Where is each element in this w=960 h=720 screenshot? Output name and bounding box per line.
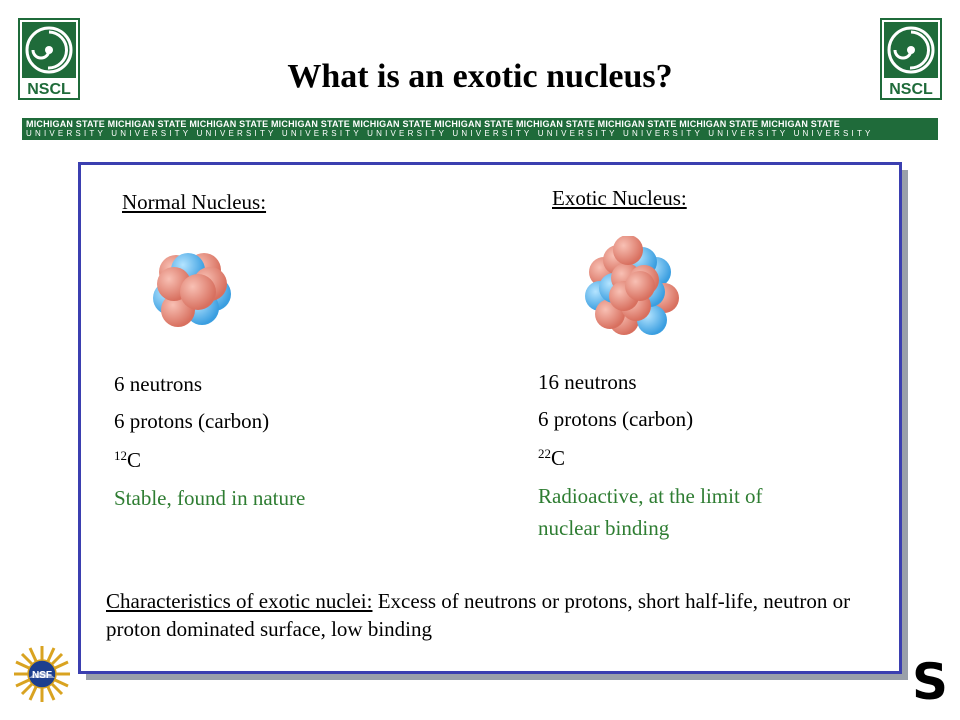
normal-isotope-mass: 12	[114, 448, 127, 463]
normal-neutrons: 6 neutrons	[114, 372, 203, 396]
characteristics-label: Characteristics of exotic nuclei:	[106, 589, 373, 613]
exotic-nucleus-icon	[580, 236, 690, 340]
characteristics-text: Excess of neutrons or protons, short half-life, neutron or proton dominated surface, low binding	[106, 589, 851, 641]
exotic-isotope	[538, 446, 565, 471]
normal-nucleus-heading: Normal Nucleus:	[122, 190, 267, 214]
characteristics-paragraph	[106, 587, 866, 643]
normal-note: Stable, found in nature	[114, 486, 306, 510]
msu-s-logo	[908, 654, 952, 704]
exotic-protons: 6 protons (carbon)	[538, 407, 694, 431]
nsf-logo-text: NSF	[32, 670, 52, 681]
nscl-logo-text: NSCL	[889, 81, 933, 98]
normal-isotope-symbol: C	[127, 448, 142, 472]
exotic-note-line1: Radioactive, at the limit of	[538, 484, 763, 508]
exotic-neutrons: 16 neutrons	[538, 370, 637, 394]
page-title: What is an exotic nucleus?	[287, 58, 673, 95]
exotic-isotope-symbol: C	[551, 446, 566, 470]
exotic-isotope-mass: 22	[538, 446, 551, 461]
normal-isotope	[114, 448, 141, 473]
banner-bottom-text: UNIVERSITY UNIVERSITY UNIVERSITY UNIVERSITY UNIVERSITY UNIVERSITY UNIVERSITY UNIVERSITY UNIVERSITY UNIVERSITY	[26, 129, 874, 138]
nsf-logo	[12, 644, 72, 704]
msu-banner	[22, 118, 938, 140]
normal-nucleus-icon	[148, 250, 238, 330]
nscl-logo-text: NSCL	[27, 81, 71, 98]
banner-top-text: MICHIGAN STATE MICHIGAN STATE MICHIGAN STATE MICHIGAN STATE MICHIGAN STATE MICHIGAN STATE MICHIGAN STATE MICHIGAN STATE MICHIGAN STATE MICHIGAN STATE	[26, 119, 840, 129]
exotic-nucleus-heading: Exotic Nucleus:	[552, 186, 687, 210]
msu-s-letter: S	[911, 654, 949, 704]
normal-protons: 6 protons (carbon)	[114, 409, 270, 433]
exotic-note-line2: nuclear binding	[538, 516, 670, 540]
